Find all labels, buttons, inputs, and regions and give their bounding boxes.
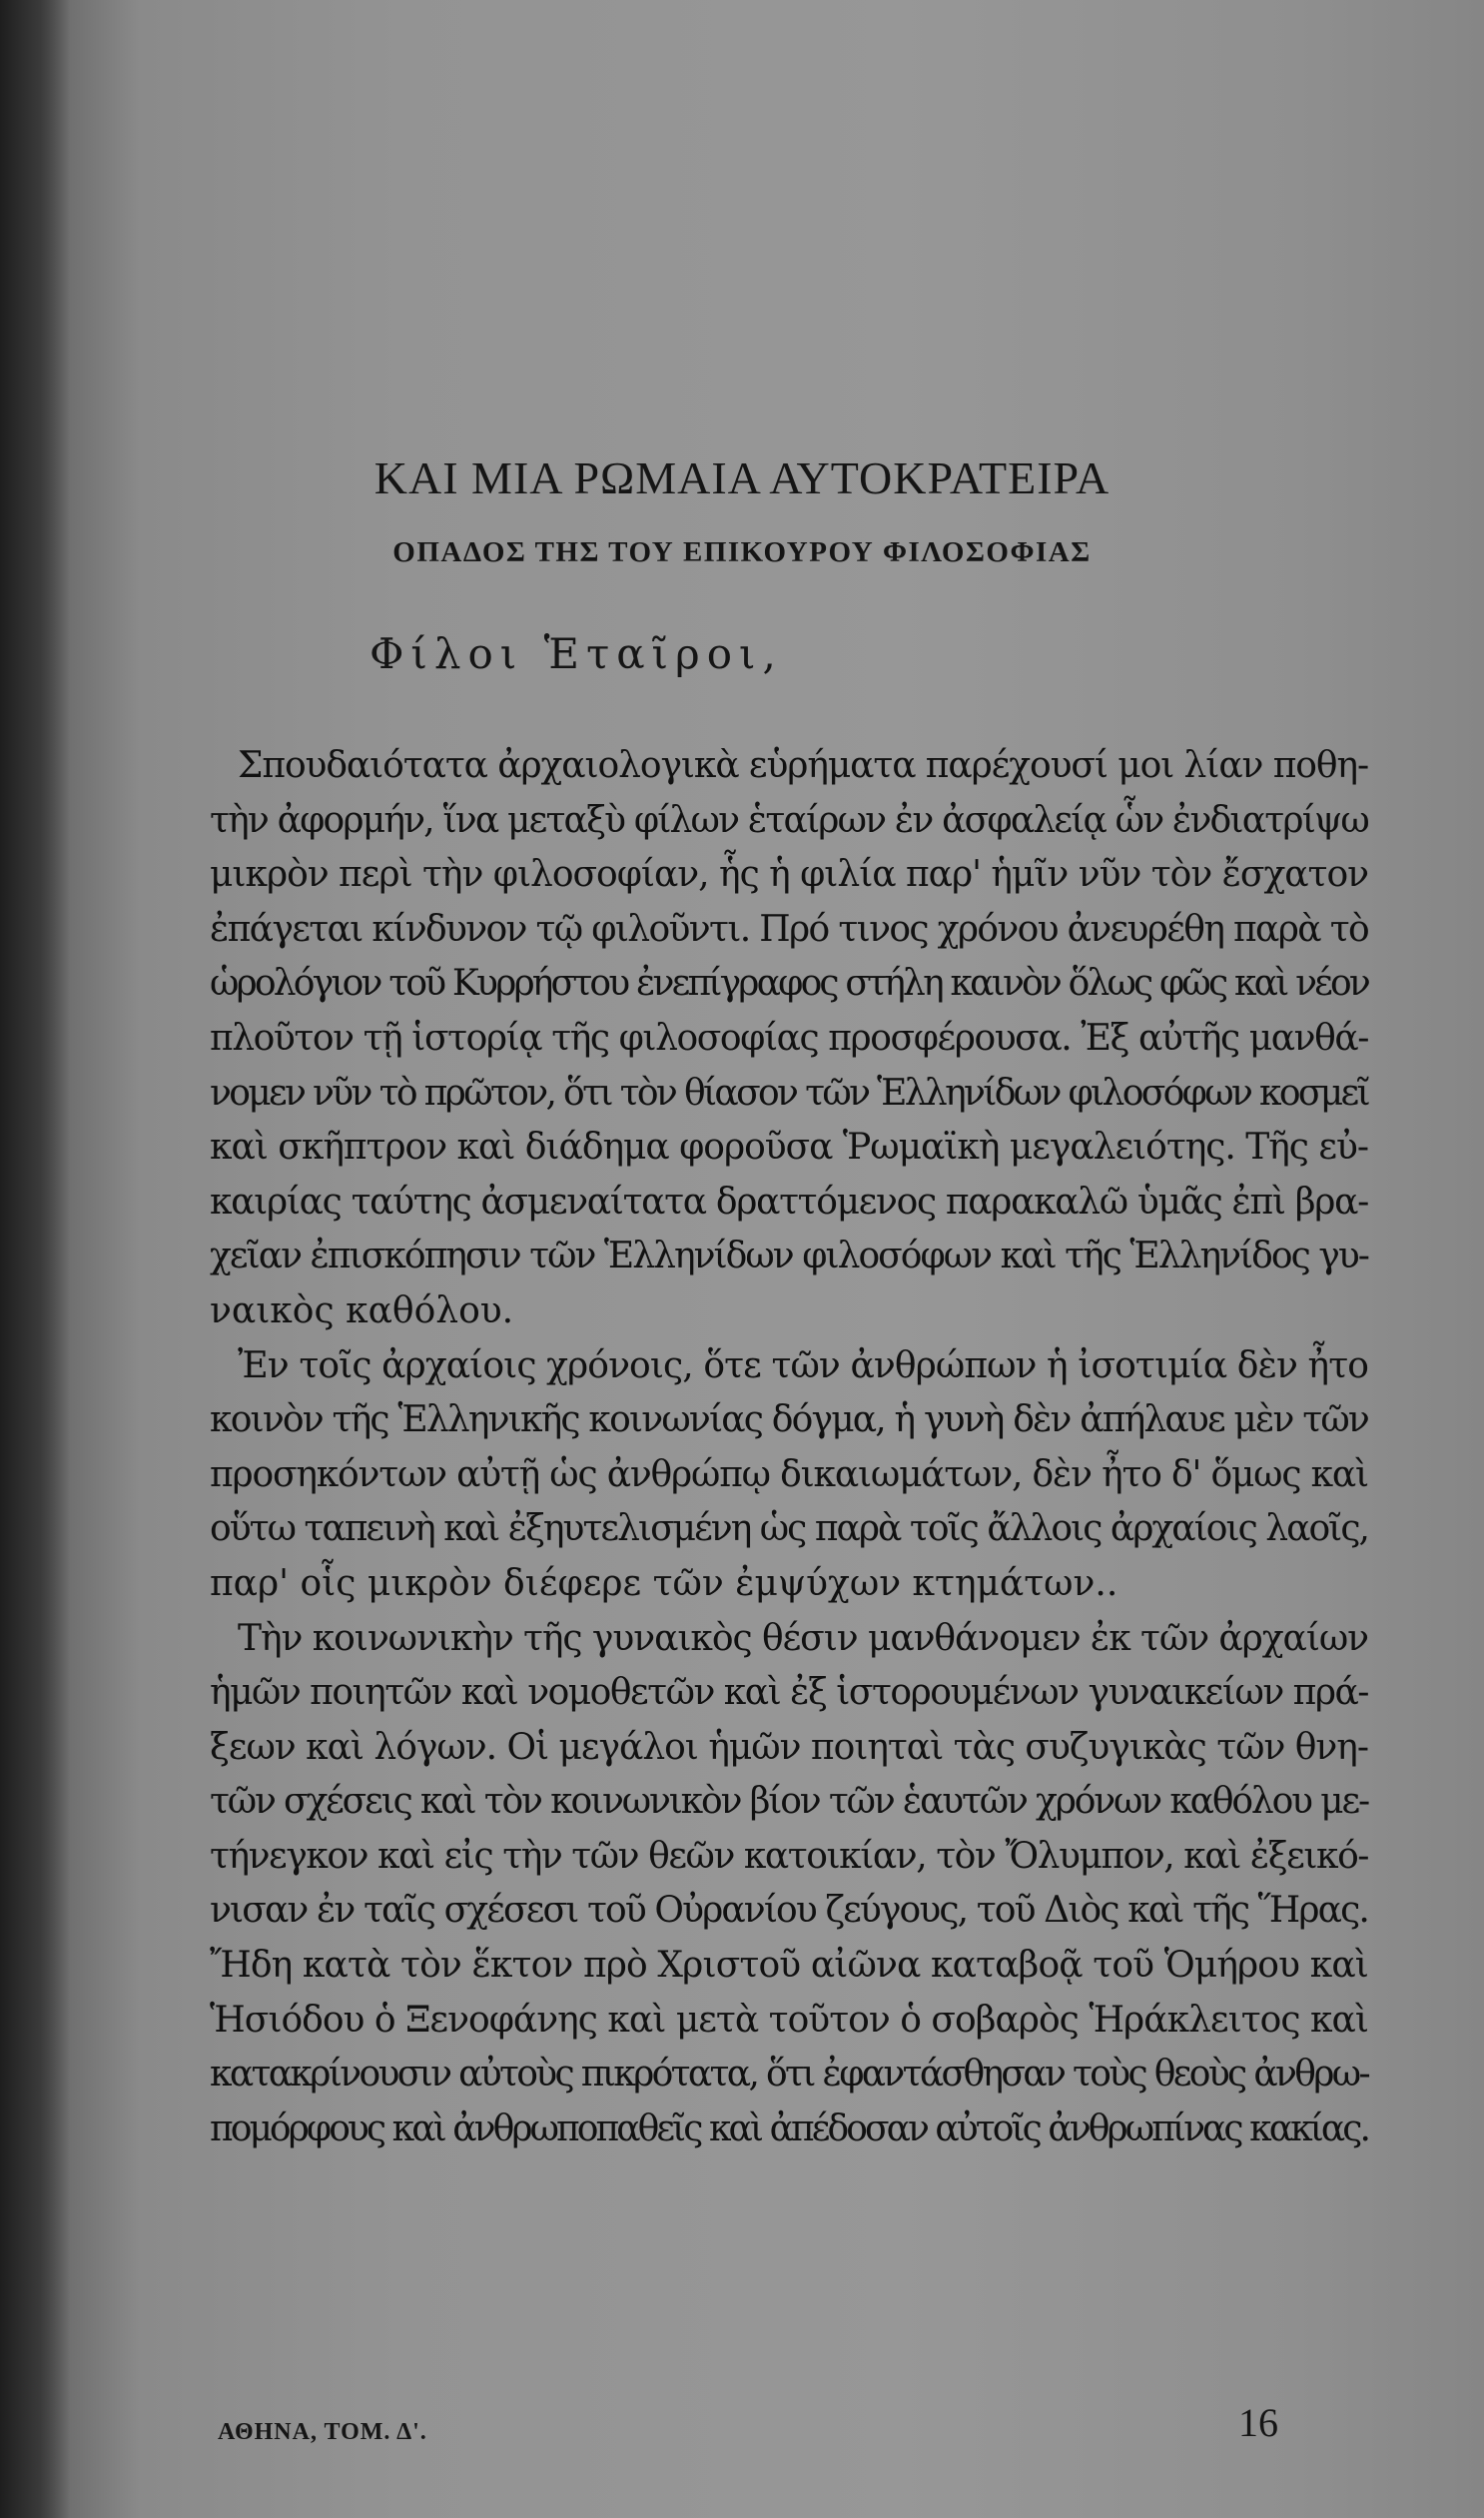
text-line: πομόρφους καὶ ἀνθρωποπαθεῖς καὶ ἀπέδοσαν αὐτοῖς ἀνθρωπίνας κακίας. bbox=[210, 2107, 1368, 2149]
salutation: Φίλοι Ἑταῖροι, bbox=[370, 629, 783, 678]
text-line: ὡρολόγιον τοῦ Κυρρήστου ἐνεπίγραφος στήλη καινὸν ὅλως φῶς καὶ νέον bbox=[210, 963, 1368, 1005]
page-number: 16 bbox=[1238, 2400, 1278, 2445]
text-line: Ἡσιόδου ὁ Ξενοφάνης καὶ μετὰ τοῦτον ὁ σοβαρὸς Ἡράκλειτος καὶ bbox=[210, 1999, 1368, 2041]
body-text bbox=[210, 739, 1368, 2156]
text-line: τήνεγκον καὶ εἰς τὴν τῶν θεῶν κατοικίαν, τὸν Ὄλυμπον, καὶ ἐξεικό- bbox=[210, 1835, 1369, 1877]
text-line: ξεων καὶ λόγων. Οἱ μεγάλοι ἡμῶν ποιηταὶ τὰς συζυγικὰς τῶν θνη- bbox=[210, 1726, 1368, 1768]
text-line: κατακρίνουσιν αὐτοὺς πικρότατα, ὅτι ἐφαντάσθησαν τοὺς θεοὺς ἀνθρω- bbox=[210, 2054, 1368, 2096]
text-line: Σπουδαιότατα ἀρχαιολογικὰ εὑρήματα παρέχουσί μοι λίαν ποθη- bbox=[238, 745, 1369, 786]
page-gutter-shadow bbox=[0, 0, 70, 2518]
text-line: καὶ σκῆπτρον καὶ διάδημα φοροῦσα Ῥωμαϊκὴ μεγαλειότης. Τῆς εὐ- bbox=[210, 1127, 1369, 1169]
text-line: ἐπάγεται κίνδυνον τῷ φιλοῦντι. Πρό τινος χρόνου ἀνευρέθη παρὰ τὸ bbox=[210, 908, 1368, 950]
text-line: νισαν ἐν ταῖς σχέσεσι τοῦ Οὐρανίου ζεύγους, τοῦ Διὸς καὶ τῆς Ἥρας. bbox=[210, 1890, 1368, 1932]
text-line: ἡμῶν ποιητῶν καὶ νομοθετῶν καὶ ἐξ ἱστορουμένων γυναικείων πρά- bbox=[210, 1672, 1368, 1714]
text-line: παρ' οἷς μικρὸν διέφερε τῶν ἐμψύχων κτημάτων.. bbox=[210, 1562, 1118, 1604]
footer-signature: ΑΘΗΝΑ, ΤΟΜ. Δ'. bbox=[218, 2419, 427, 2445]
text-line: μικρὸν περὶ τὴν φιλοσοφίαν, ἧς ἡ φιλία παρ' ἡμῖν νῦν τὸν ἔσχατον bbox=[210, 854, 1368, 896]
text-line: νομεν νῦν τὸ πρῶτον, ὅτι τὸν θίασον τῶν Ἑλληνίδων φιλοσόφων κοσμεῖ bbox=[210, 1072, 1369, 1114]
text-line: τὴν ἀφορμήν, ἵνα μεταξὺ φίλων ἑταίρων ἐν ἀσφαλείᾳ ὧν ἐνδιατρίψω bbox=[210, 799, 1368, 841]
text-line: πλοῦτον τῇ ἱστορίᾳ τῆς φιλοσοφίας προσφέρουσα. Ἐξ αὐτῆς μανθά- bbox=[210, 1017, 1368, 1059]
text-line: καιρίας ταύτης ἀσμεναίτατα δραττόμενος παρακαλῶ ὑμᾶς ἐπὶ βρα- bbox=[210, 1181, 1368, 1223]
text-line: οὕτω ταπεινὴ καὶ ἐξηυτελισμένη ὡς παρὰ τοῖς ἄλλοις ἀρχαίοις λαοῖς, bbox=[210, 1508, 1368, 1550]
text-line: ναικὸς καθόλου. bbox=[210, 1289, 514, 1331]
text-line: προσηκόντων αὐτῇ ὡς ἀνθρώπῳ δικαιωμάτων, δὲν ἦτο δ' ὅμως καὶ bbox=[210, 1453, 1368, 1495]
text-line: Ἐν τοῖς ἀρχαίοις χρόνοις, ὅτε τῶν ἀνθρώπων ἡ ἰσοτιμία δὲν ἦτο bbox=[238, 1344, 1368, 1386]
text-line: τῶν σχέσεις καὶ τὸν κοινωνικὸν βίον τῶν ἑαυτῶν χρόνων καθόλου με- bbox=[210, 1781, 1368, 1823]
text-line: Ἤδη κατὰ τὸν ἕκτον πρὸ Χριστοῦ αἰῶνα καταβοᾷ τοῦ Ὁμήρου καὶ bbox=[210, 1945, 1368, 1987]
text-line: κοινὸν τῆς Ἑλληνικῆς κοινωνίας δόγμα, ἡ γυνὴ δὲν ἀπήλαυε μὲν τῶν bbox=[210, 1399, 1368, 1441]
chapter-title: ΚΑΙ ΜΙΑ ΡΩΜΑΙΑ ΑΥΤΟΚΡΑΤΕΙΡΑ bbox=[373, 452, 1111, 503]
text-line: χεῖαν ἐπισκόπησιν τῶν Ἑλληνίδων φιλοσόφων καὶ τῆς Ἑλληνίδος γυ- bbox=[210, 1236, 1369, 1277]
chapter-subtitle: ΟΠΑΔΟΣ ΤΗΣ ΤΟΥ ΕΠΙΚΟΥΡΟΥ ΦΙΛΟΣΟΦΙΑΣ bbox=[392, 536, 1092, 568]
text-line: Τὴν κοινωνικὴν τῆς γυναικὸς θέσιν μανθάνομεν ἐκ τῶν ἀρχαίων bbox=[238, 1617, 1369, 1659]
